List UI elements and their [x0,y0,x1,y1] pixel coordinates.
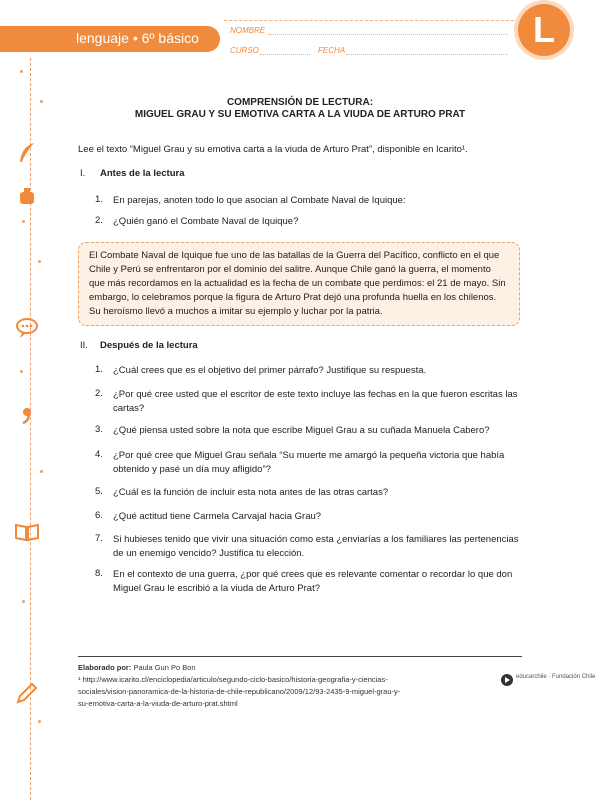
question-text: ¿Cuál es la función de incluir esta nota antes de las otras cartas? [113,487,389,498]
inkwell-icon [14,182,40,208]
subject-label: lenguaje • 6º básico [76,30,199,46]
margin-dot [40,470,43,473]
speech-bubble-icon [14,315,40,341]
intro-paragraph: Lee el texto “Miguel Grau y su emotiva carta a la viuda de Arturo Prat”, disponible en Icarito¹. [78,144,468,155]
author-credit [78,662,196,674]
footer-divider [78,656,522,657]
question-number: 1. [95,364,103,375]
subject-badge: L [518,4,570,56]
course-field-line[interactable] [260,54,310,55]
educarchile-logo-icon [500,673,514,687]
question-text: ¿Por qué cree usted que el escritor de este texto incluye las fechas en la que fueron escritas las cartas? [113,389,518,414]
context-info-box [78,242,520,326]
question-number: 3. [95,424,103,435]
page-title-line1: COMPRENSIÓN DE LECTURA: [226,97,374,108]
margin-dot [40,100,43,103]
question-text: Si hubieses tenido que vivir una situación como esta ¿enviarías a los familiares las pertenencias de un enemigo vencido? Justifica tu elección. [113,534,519,559]
author-name: Paula Gun Po Bon [133,663,196,672]
question-number: 2. [95,215,103,226]
author-label: Elaborado por: [78,663,132,672]
margin-dot [22,220,25,223]
question-number: 8. [95,568,103,579]
section2-numeral: II. [80,340,88,351]
date-field-label: FECHA [318,46,346,55]
header-dashed-line [224,20,524,21]
question-text: ¿Quién ganó el Combate Naval de Iquique? [113,216,299,227]
question-text: ¿Cuál crees que es el objetivo del primer párrafo? Justifique su respuesta. [113,365,427,376]
section1-numeral: I. [80,168,86,179]
question-text: En parejas, anoten todo lo que asocian al Combate Naval de Iquique: [113,195,406,206]
question-number: 6. [95,510,103,521]
question-text: ¿Qué piensa usted sobre la nota que escribe Miguel Grau a su cuñada Manuela Cabero? [113,425,490,436]
page-title-line2: MIGUEL GRAU Y SU EMOTIVA CARTA A LA VIUDA DE ARTURO PRAT [134,109,466,120]
pencil-icon [14,680,40,706]
open-book-icon [14,518,40,544]
name-field-line[interactable] [268,34,508,35]
quill-pen-icon [14,140,40,166]
margin-dot [20,370,23,373]
margin-dot [38,260,41,263]
margin-dot [20,70,23,73]
date-field-line[interactable] [346,54,508,55]
question-text: En el contexto de una guerra, ¿por qué crees que es relevante comentar o recordar lo que don Miguel Grau le escribió a la viuda de Arturo Prat? [113,569,513,594]
section1-heading: Antes de la lectura [100,168,185,179]
question-number: 4. [95,449,103,460]
question-number: 1. [95,194,103,205]
footnote-line[interactable]: su-emotiva-carta-a-la-viuda-de-arturo-prat.shtml [78,699,238,708]
question-number: 7. [95,533,103,544]
course-field-label: CURSO [230,46,259,55]
question-number: 2. [95,388,103,399]
footnote-line[interactable]: sociales/vision-panoramica-de-la-historia-de-chile-republicano/2009/12/93-2435-9-miguel-grau-y- [78,687,401,696]
question-text: ¿Qué actitud tiene Carmela Carvajal hacia Grau? [113,511,322,522]
question-text: ¿Por qué cree que Miguel Grau señala “Su muerte me amargó la pequeña victoria que había obtenido y pasé un día muy afligido”? [113,450,505,475]
section2-heading: Después de la lectura [100,340,198,351]
logo-text: educarchile · Fundación Chile [516,674,596,680]
question-number: 5. [95,486,103,497]
margin-dot [22,600,25,603]
margin-dot [38,720,41,723]
context-info-text: El Combate Naval de Iquique fue uno de las batallas de la Guerra del Pacífico, conflicto en el que Chile y Perú se enfrentaron por el dominio del salitre. Aunque Chile ganó la guerra, el momento que más recordamos en la actualidad es la fecha de un combate que perdimos: el 21 de mayo. Sin embargo, lo celebramos porque la figura de Arturo Prat dejó una profunda huella en los chilenos. Su heroísmo llevó a muchos a imitar su ejemplo y luchar por la patria. [89,250,506,317]
footnote-line[interactable]: ¹ http://www.icarito.cl/enciclopedia/articulo/segundo-ciclo-basico/historia-geografia-y-ciencias- [78,675,388,684]
left-margin-decoration [0,0,62,800]
comma-icon [14,402,40,428]
name-field-label: NOMBRE [230,26,266,35]
